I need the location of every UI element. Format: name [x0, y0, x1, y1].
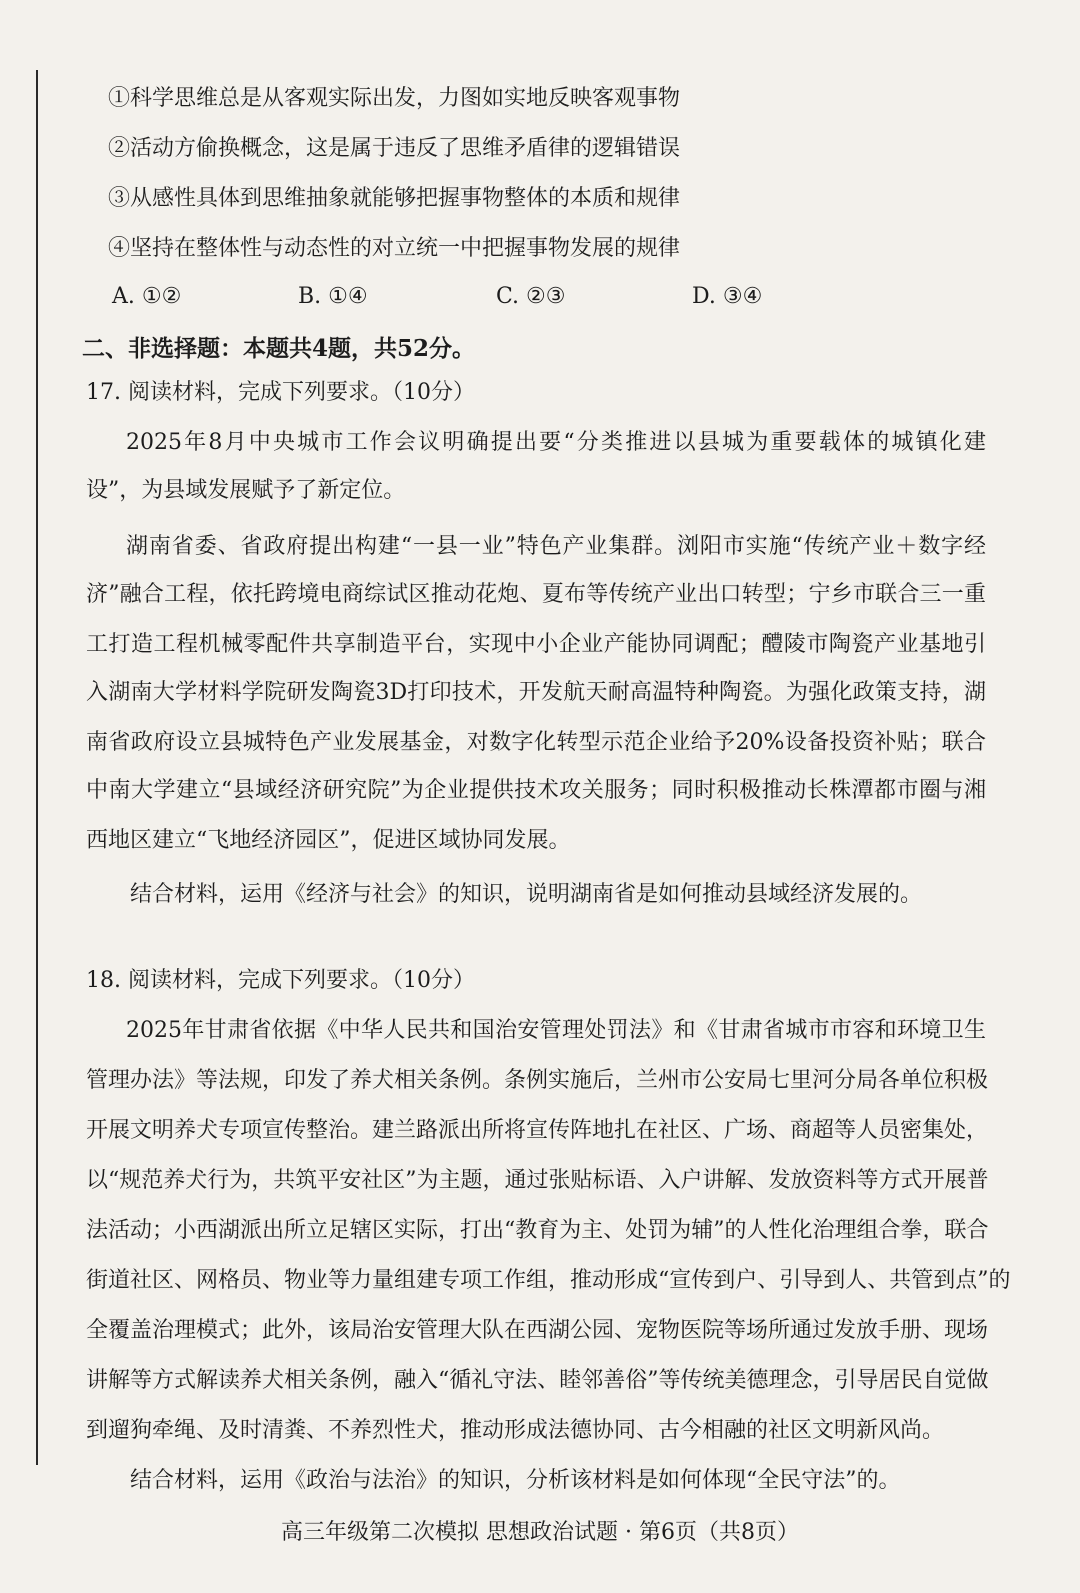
- choice-b: B. ①④: [298, 284, 368, 309]
- q17-p2-line5: 南省政府设立县城特色产业发展基金，对数字化转型示范企业给予20%设备投资补贴；联合: [86, 730, 986, 755]
- option-3: ③从感性具体到思维抽象就能够把握事物整体的本质和规律: [108, 186, 681, 211]
- q17-p1-line2: 设”，为县域发展赋予了新定位。: [86, 478, 406, 503]
- section-title: 二、非选择题：本题共4题，共52分。: [82, 335, 476, 362]
- choice-d: D. ③④: [692, 284, 763, 309]
- q18-p1-line9: 到遛狗牵绳、及时清粪、不养烈性犬，推动形成法德协同、古今相融的社区文明新风尚。: [86, 1418, 945, 1443]
- choice-c: C. ②③: [496, 284, 566, 309]
- q17-p2-line1: 湖南省委、省政府提出构建“一县一业”特色产业集群。浏阳市实施“传统产业＋数字经: [126, 534, 986, 559]
- q18-p1-line8: 讲解等方式解读养犬相关条例，融入“循礼守法、睦邻善俗”等传统美德理念，引导居民自觉做: [86, 1368, 989, 1393]
- option-1: ①科学思维总是从客观实际出发，力图如实地反映客观事物: [108, 86, 681, 111]
- q18-p1-line1: 2025年甘肃省依据《中华人民共和国治安管理处罚法》和《甘肃省城市市容和环境卫生: [126, 1018, 986, 1043]
- q17-p2-line3: 工打造工程机械零配件共享制造平台，实现中小企业产能协同调配；醴陵市陶瓷产业基地引: [86, 632, 986, 657]
- q17-p2-line2: 济”融合工程，依托跨境电商综试区推动花炮、夏布等传统产业出口转型；宁乡市联合三一重: [86, 582, 986, 607]
- q18-title: 18. 阅读材料，完成下列要求。（10分）: [86, 968, 475, 993]
- q17-p2-line6: 中南大学建立“县域经济研究院”为企业提供技术攻关服务；同时积极推动长株潭都市圈与湘: [86, 778, 986, 803]
- q17-question: 结合材料，运用《经济与社会》的知识，说明湖南省是如何推动县域经济发展的。: [130, 882, 923, 907]
- q18-p1-line4: 以“规范养犬行为，共筑平安社区”为主题，通过张贴标语、入户讲解、发放资料等方式开展普: [86, 1168, 989, 1193]
- page-footer: 高三年级第二次模拟 思想政治试题 · 第6页（共8页）: [281, 1520, 799, 1545]
- q18-question: 结合材料，运用《政治与法治》的知识，分析该材料是如何体现“全民守法”的。: [130, 1468, 901, 1493]
- q18-p1-line6: 街道社区、网格员、物业等力量组建专项工作组，推动形成“宣传到户、引导到人、共管到点”的: [86, 1268, 1011, 1293]
- q18-p1-line7: 全覆盖治理模式；此外，该局治安管理大队在西湖公园、宠物医院等场所通过发放手册、现场: [86, 1318, 989, 1343]
- q17-p2-line7: 西地区建立“飞地经济园区”，促进区域协同发展。: [86, 828, 571, 853]
- q17-p2-line4: 入湖南大学材料学院研发陶瓷3D打印技术，开发航天耐高温特种陶瓷。为强化政策支持，湖: [86, 680, 986, 705]
- q17-title: 17. 阅读材料，完成下列要求。（10分）: [86, 380, 475, 405]
- option-2: ②活动方偷换概念，这是属于违反了思维矛盾律的逻辑错误: [108, 136, 681, 161]
- answer-choices: [112, 282, 812, 312]
- q18-p1-line3: 开展文明养犬专项宣传整治。建兰路派出所将宣传阵地扎在社区、广场、商超等人员密集处，: [86, 1118, 989, 1143]
- option-4: ④坚持在整体性与动态性的对立统一中把握事物发展的规律: [108, 236, 681, 261]
- choice-a: A. ①②: [112, 284, 182, 309]
- margin-rule: [36, 70, 38, 1465]
- q17-p1-line1: 2025年8月中央城市工作会议明确提出要“分类推进以县城为重要载体的城镇化建: [126, 430, 986, 455]
- q18-p1-line5: 法活动；小西湖派出所立足辖区实际，打出“教育为主、处罚为辅”的人性化治理组合拳，联合: [86, 1218, 989, 1243]
- q18-p1-line2: 管理办法》等法规，印发了养犬相关条例。条例实施后，兰州市公安局七里河分局各单位积极: [86, 1068, 989, 1093]
